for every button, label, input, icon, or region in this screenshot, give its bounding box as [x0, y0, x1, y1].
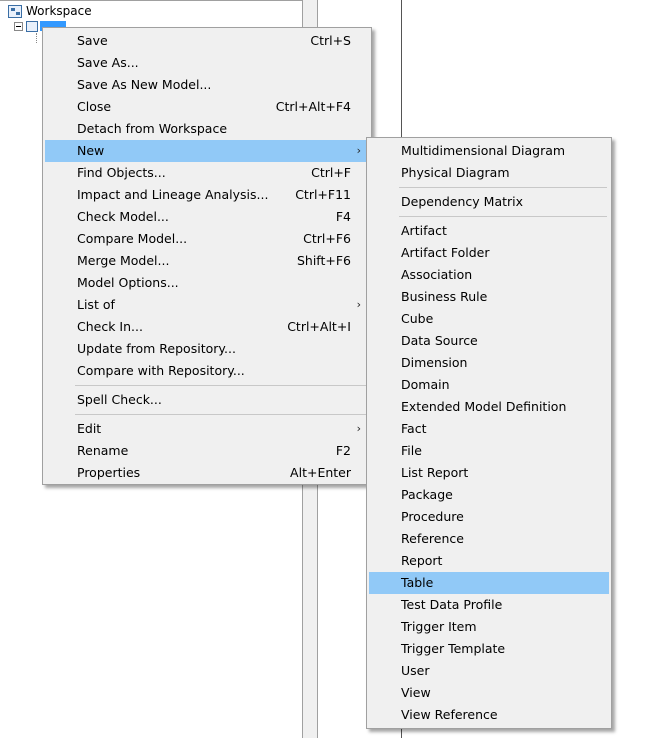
- menu-item-model-options[interactable]: [45, 272, 369, 294]
- submenu-item-cube[interactable]: [369, 308, 609, 330]
- menu-item-label: Compare with Repository...: [77, 363, 245, 378]
- menu-item-label: Fact: [401, 421, 427, 436]
- submenu-item-business-rule[interactable]: [369, 286, 609, 308]
- menu-item-shortcut: Ctrl+F11: [295, 187, 351, 202]
- menu-item-label: Close: [77, 99, 112, 114]
- menu-item-compare-with-repository[interactable]: [45, 360, 369, 382]
- menu-item-label: Check Model...: [77, 209, 169, 224]
- submenu-item-multidimensional-diagram[interactable]: [369, 140, 609, 162]
- menu-item-label: Artifact: [401, 223, 447, 238]
- menu-item-label: View Reference: [401, 707, 498, 722]
- tree-root-label: Workspace: [26, 4, 92, 18]
- submenu-item-trigger-item[interactable]: [369, 616, 609, 638]
- menu-item-label: Impact and Lineage Analysis...: [77, 187, 269, 202]
- menu-item-list-of[interactable]: [45, 294, 369, 316]
- menu-item-impact-and-lineage-analysis[interactable]: [45, 184, 369, 206]
- collapse-icon[interactable]: [14, 22, 23, 31]
- menu-item-label: Table: [401, 575, 434, 590]
- chevron-right-icon: ›: [356, 298, 361, 311]
- menu-item-label: Dependency Matrix: [401, 194, 524, 209]
- menu-item-label: Reference: [401, 531, 464, 546]
- menu-item-label: Find Objects...: [77, 165, 166, 180]
- menu-item-label: Data Source: [401, 333, 478, 348]
- menu-separator: [399, 216, 607, 217]
- menu-item-label: Physical Diagram: [401, 165, 510, 180]
- submenu-item-reference[interactable]: [369, 528, 609, 550]
- menu-item-label: Edit: [77, 421, 102, 436]
- menu-item-label: Model Options...: [77, 275, 179, 290]
- menu-item-label: Save As...: [77, 55, 139, 70]
- submenu-item-association[interactable]: [369, 264, 609, 286]
- menu-item-shortcut: Ctrl+F6: [303, 231, 351, 246]
- chevron-right-icon: ›: [356, 422, 361, 435]
- menu-item-label: Update from Repository...: [77, 341, 236, 356]
- menu-item-save-as[interactable]: [45, 52, 369, 74]
- menu-item-shortcut: F2: [335, 443, 351, 458]
- menu-item-label: Save: [77, 33, 108, 48]
- submenu-item-fact[interactable]: [369, 418, 609, 440]
- menu-separator: [399, 187, 607, 188]
- menu-item-label: New: [77, 143, 105, 158]
- submenu-item-package[interactable]: [369, 484, 609, 506]
- menu-item-label: Procedure: [401, 509, 464, 524]
- menu-item-new[interactable]: [45, 140, 369, 162]
- menu-item-label: Artifact Folder: [401, 245, 490, 260]
- menu-item-label: Spell Check...: [77, 392, 162, 407]
- menu-item-label: Multidimensional Diagram: [401, 143, 566, 158]
- menu-item-save[interactable]: [45, 30, 369, 52]
- menu-item-merge-model[interactable]: [45, 250, 369, 272]
- menu-item-save-as-new-model[interactable]: [45, 74, 369, 96]
- menu-item-label: Domain: [401, 377, 450, 392]
- submenu-item-procedure[interactable]: [369, 506, 609, 528]
- submenu-item-artifact-folder[interactable]: [369, 242, 609, 264]
- menu-item-shortcut: Shift+F6: [296, 253, 351, 268]
- menu-item-label: Rename: [77, 443, 129, 458]
- submenu-item-data-source[interactable]: [369, 330, 609, 352]
- menu-item-shortcut: Ctrl+Alt+I: [287, 319, 351, 334]
- menu-item-check-in[interactable]: [45, 316, 369, 338]
- menu-item-label: Save As New Model...: [77, 77, 212, 92]
- submenu-item-test-data-profile[interactable]: [369, 594, 609, 616]
- menu-item-label: Trigger Item: [401, 619, 477, 634]
- menu-item-spell-check[interactable]: [45, 389, 369, 411]
- submenu-item-artifact[interactable]: [369, 220, 609, 242]
- chevron-right-icon: ›: [356, 144, 361, 157]
- submenu-item-dependency-matrix[interactable]: [369, 191, 609, 213]
- menu-item-find-objects[interactable]: [45, 162, 369, 184]
- menu-item-label: File: [401, 443, 422, 458]
- menu-item-label: Extended Model Definition: [401, 399, 567, 414]
- submenu-item-view-reference[interactable]: [369, 704, 609, 726]
- menu-item-compare-model[interactable]: [45, 228, 369, 250]
- menu-item-label: View: [401, 685, 431, 700]
- menu-item-close[interactable]: [45, 96, 369, 118]
- menu-item-check-model[interactable]: [45, 206, 369, 228]
- menu-item-label: Package: [401, 487, 453, 502]
- menu-item-label: Dimension: [401, 355, 468, 370]
- submenu-item-trigger-template[interactable]: [369, 638, 609, 660]
- menu-item-label: Association: [401, 267, 473, 282]
- menu-item-label: Test Data Profile: [401, 597, 503, 612]
- menu-separator: [75, 414, 367, 415]
- menu-item-edit[interactable]: [45, 418, 369, 440]
- menu-item-label: Cube: [401, 311, 434, 326]
- menu-item-shortcut: Ctrl+S: [310, 33, 351, 48]
- menu-item-label: Compare Model...: [77, 231, 188, 246]
- menu-item-shortcut: Ctrl+F: [311, 165, 351, 180]
- submenu-item-table[interactable]: [369, 572, 609, 594]
- menu-item-label: Check In...: [77, 319, 143, 334]
- menu-item-label: Report: [401, 553, 443, 568]
- submenu-item-physical-diagram[interactable]: [369, 162, 609, 184]
- submenu-item-report[interactable]: [369, 550, 609, 572]
- workspace-icon: [8, 5, 22, 18]
- menu-item-shortcut: F4: [335, 209, 351, 224]
- menu-item-properties[interactable]: [45, 462, 369, 484]
- menu-item-label: Properties: [77, 465, 141, 480]
- submenu-item-dimension[interactable]: [369, 352, 609, 374]
- menu-item-detach-from-workspace[interactable]: [45, 118, 369, 140]
- new-submenu: [366, 137, 612, 729]
- submenu-item-extended-model-definition[interactable]: [369, 396, 609, 418]
- submenu-item-user[interactable]: [369, 660, 609, 682]
- submenu-item-view[interactable]: [369, 682, 609, 704]
- menu-item-label: Merge Model...: [77, 253, 170, 268]
- tree-root-workspace[interactable]: [8, 3, 92, 19]
- menu-item-label: List of: [77, 297, 115, 312]
- menu-item-update-from-repository[interactable]: [45, 338, 369, 360]
- menu-item-label: Business Rule: [401, 289, 488, 304]
- menu-separator: [75, 385, 367, 386]
- submenu-item-domain[interactable]: [369, 374, 609, 396]
- menu-item-rename[interactable]: [45, 440, 369, 462]
- menu-item-shortcut: Alt+Enter: [290, 465, 351, 480]
- menu-item-label: Trigger Template: [401, 641, 506, 656]
- menu-item-label: List Report: [401, 465, 469, 480]
- tree-connector-line: [36, 33, 38, 43]
- context-menu: [42, 27, 372, 485]
- menu-item-label: User: [401, 663, 430, 678]
- menu-item-shortcut: Ctrl+Alt+F4: [275, 99, 351, 114]
- submenu-item-file[interactable]: [369, 440, 609, 462]
- submenu-item-list-report[interactable]: [369, 462, 609, 484]
- model-icon: [26, 21, 38, 32]
- menu-item-label: Detach from Workspace: [77, 121, 228, 136]
- pane-border: [0, 0, 302, 1]
